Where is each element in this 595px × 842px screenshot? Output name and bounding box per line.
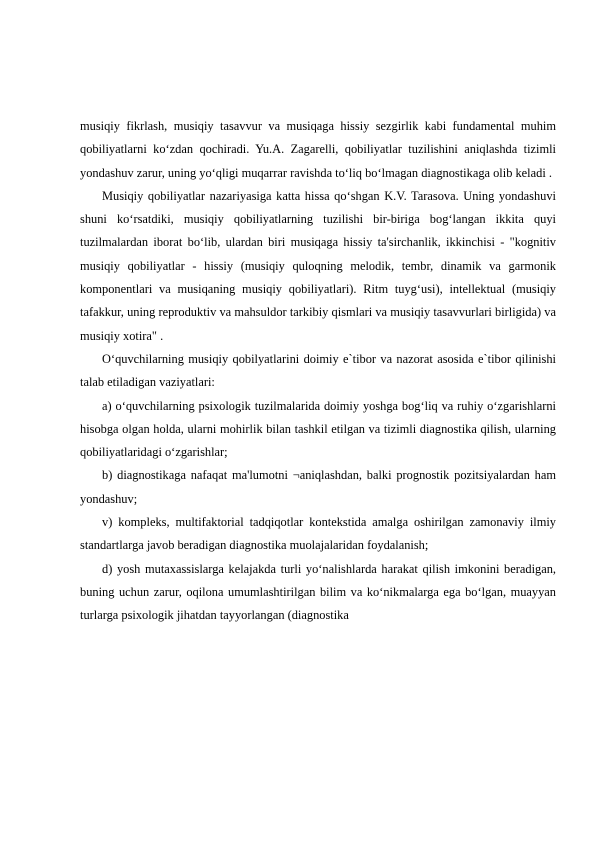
- list-item-a: a) o‘quvchilarning psixologik tuzilmalarida doimiy yoshga bog‘liq va ruhiy o‘zgarishlarni hisobga olgan holda, ularni mohirlik bilan tashkil etilgan va tizimli diagnostika qilish, ularning qobiliyatlaridagi o‘zgarishlar;: [80, 398, 556, 460]
- list-item-v: v) kompleks, multifaktorial tadqiqotlar kontekstida amalga oshirilgan zamonaviy ilmiy standartlarga javob beradigan diagnostika muolajalaridan foydalanish;: [80, 515, 556, 553]
- list-item-b: b) diagnostikaga nafaqat ma'lumotni ¬aniqlashdan, balki prognostik pozitsiyalardan ham yondashuv;: [80, 468, 556, 506]
- paragraph-3: O‘quvchilarning musiqiy qobilyatlarini doimiy e`tibor va nazorat asosida e`tibor qilinishi talab etiladigan vaziyatlari:: [80, 351, 556, 390]
- document-page: [80, 115, 556, 628]
- list-item-d: d) yosh mutaxassislarga kelajakda turli yo‘nalishlarda harakat qilish imkonini beradigan, buning uchun zarur, oqilona umumlashtirilgan bilim va ko‘nikmalarga ega bo‘lgan, muayyan turlarga psixologik jihatdan tayyorlangan (diagnostika: [80, 561, 556, 623]
- paragraph-1: musiqiy fikrlash, musiqiy tasavvur va musiqaga hissiy sezgirlik kabi fundamental muhim qobiliyatlarni ko‘zdan qochiradi. Yu.A. Zagarelli, qobiliyatlar tuzilishini aniqlashda tizimli yondashuv zarur, uning yo‘qligi muqarrar ravishda to‘liq bo‘lmagan diagnostikaga olib keladi .: [80, 119, 556, 180]
- paragraph-2: Musiqiy qobiliyatlar nazariyasiga katta hissa qo‘shgan K.V. Tarasova. Uning yondashuvi shuni ko‘rsatdiki, musiqiy qobiliyatlarning tuzilishi bir-biriga bog‘langan ikkita quyi tuzilmalardan iborat bo‘lib, ulardan biri musiqaga hissiy ta'sirchanlik, ikkinchisi - "kognitiv musiqiy qobiliyatlar - hissiy (musiqiy quloqning melodik, tembr, dinamik va garmonik komponentlari va musiqaning musiqiy qobiliyatlari). Ritm tuyg‘usi), intellektual (musiqiy tafakkur, uning reproduktiv va mahsuldor tarkibiy qismlari va musiqiy tasavvurlari birligida) va musiqiy xotira" .: [80, 188, 556, 343]
